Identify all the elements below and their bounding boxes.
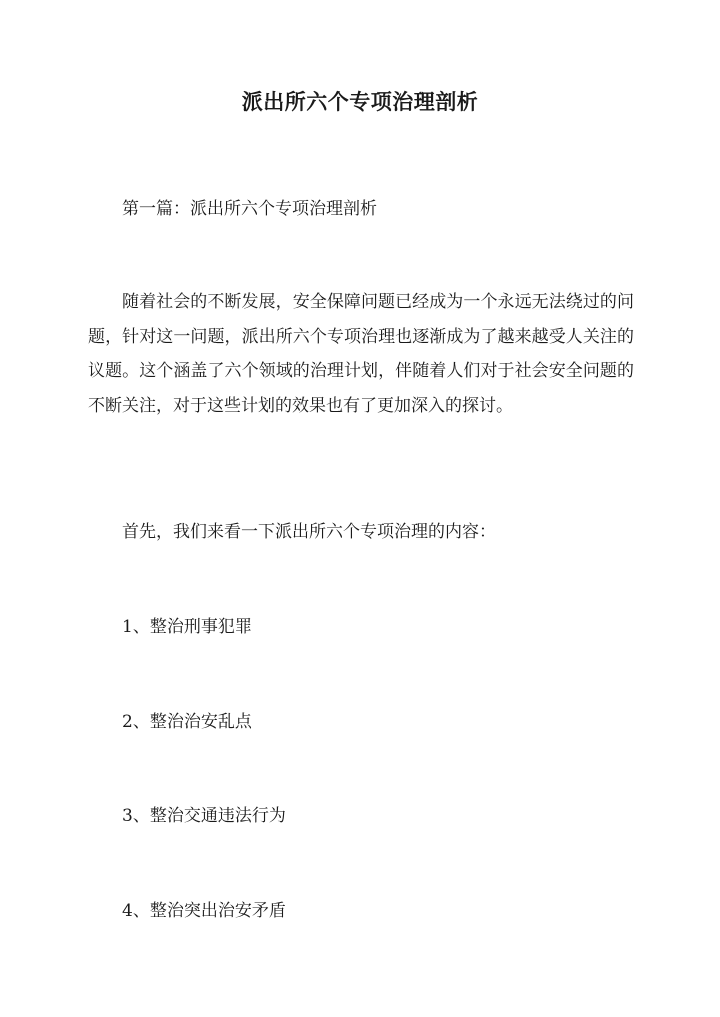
list-item: 3、整治交通违法行为	[122, 806, 286, 826]
list-item: 2、整治治安乱点	[122, 712, 252, 732]
list-item: 4、整治突出治安矛盾	[122, 901, 286, 921]
section-heading: 第一篇：派出所六个专项治理剖析	[122, 199, 377, 219]
document-title: 派出所六个专项治理剖析	[241, 89, 479, 114]
body-paragraph: 随着社会的不断发展，安全保障问题已经成为一个永远无法绕过的问题，针对这一问题，派出所六个专项治理也逐渐成为了越来越受人关注的议题。这个涵盖了六个领域的治理计划，伴随着人们对于社会安全问题的不断关注，对于这些计划的效果也有了更加深入的探讨。	[88, 292, 634, 416]
intro-paragraph: 首先，我们来看一下派出所六个专项治理的内容：	[122, 522, 496, 542]
list-item: 1、整治刑事犯罪	[122, 617, 252, 637]
